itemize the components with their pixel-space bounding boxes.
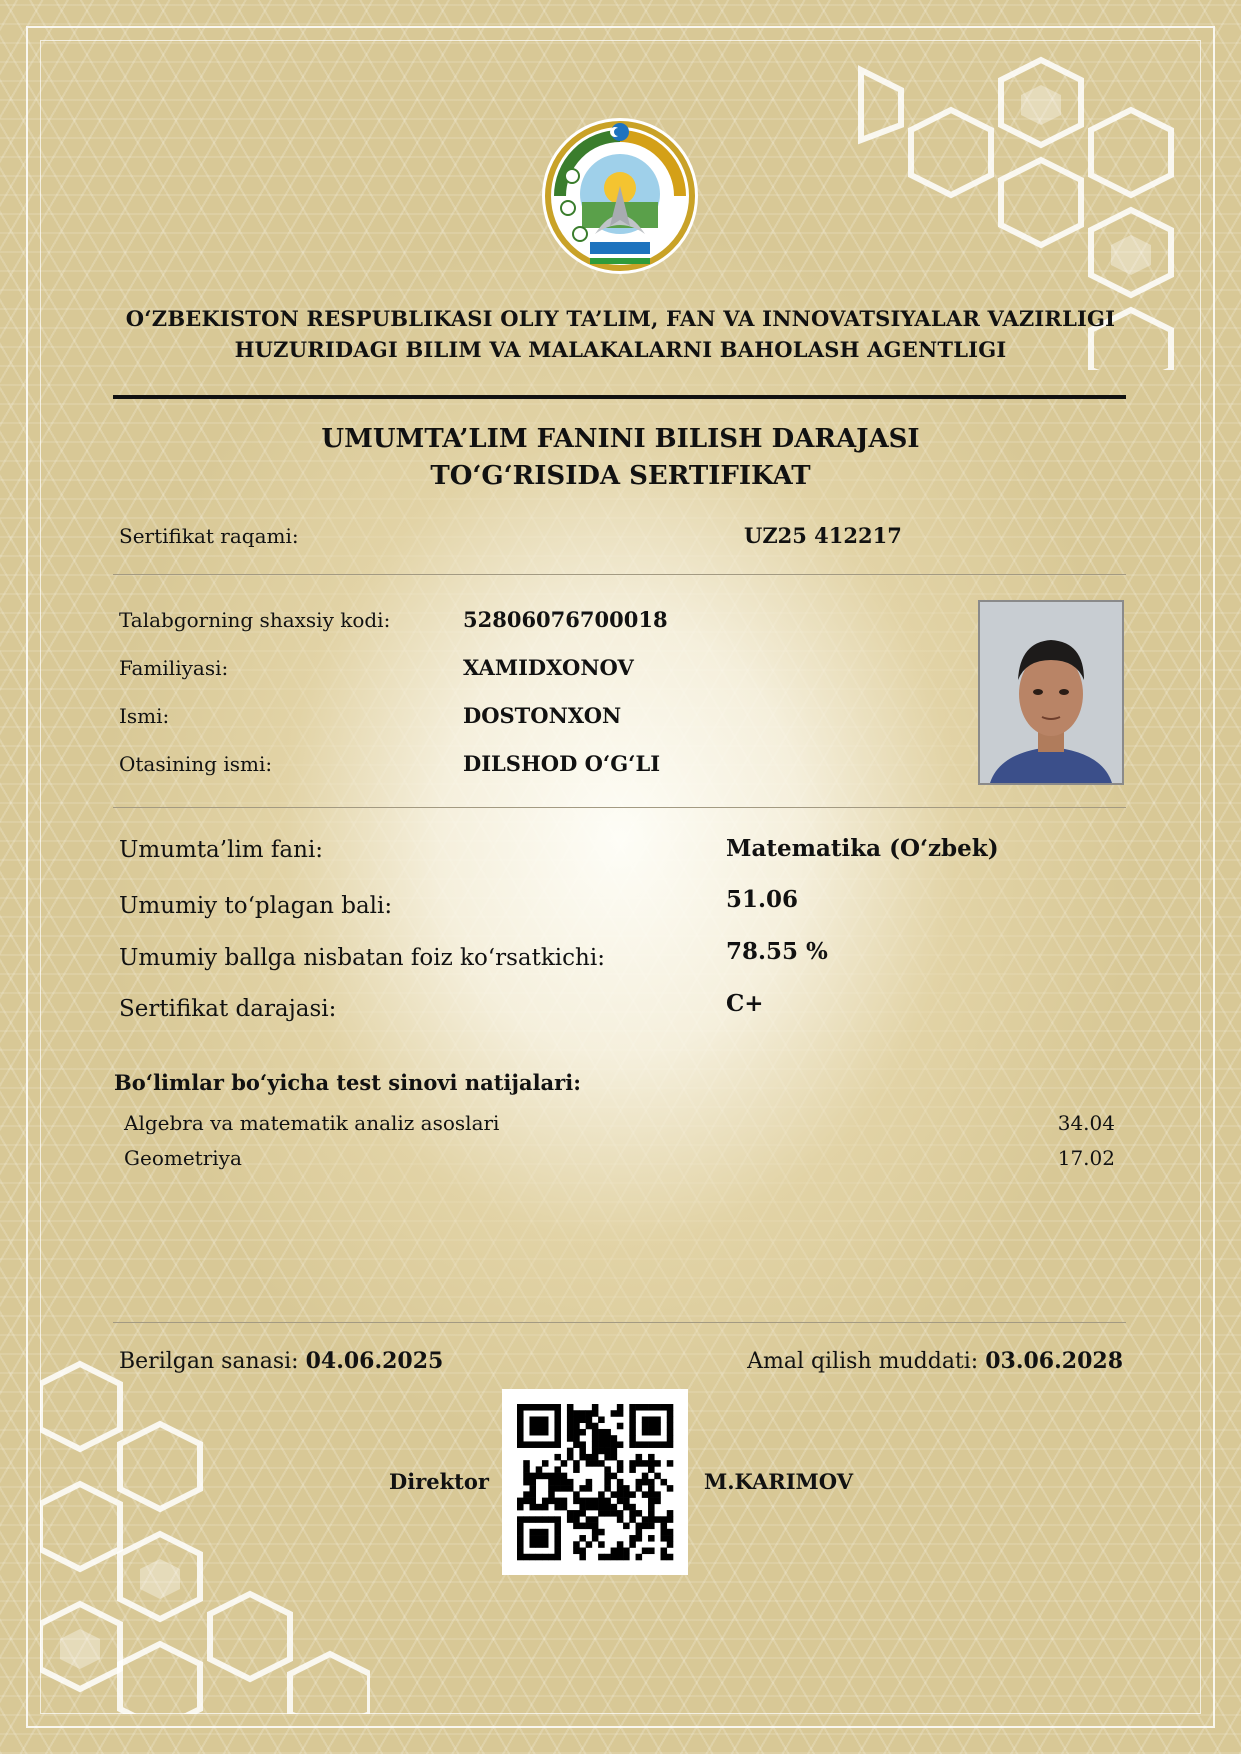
ornament-bottom-left [40, 1344, 370, 1714]
validity-date-label: Amal qilish muddati: [747, 1349, 979, 1374]
patronymic-value: DILSHOD O‘G‘LI [463, 751, 661, 776]
percent-label: Umumiy ballga nisbatan foiz ko‘rsatkichi: [119, 945, 605, 971]
certificate-title-line1: UMUMTA’LIM FANINI BILISH DARAJASI [321, 424, 920, 454]
director-title: Direktor [389, 1469, 489, 1494]
divider [113, 574, 1126, 575]
qr-code[interactable] [502, 1389, 688, 1575]
ministry-name: O‘ZBEKISTON RESPUBLIKASI OLIY TA’LIM, FAN VA INNOVATSIYALAR VAZIRLIGI [125, 306, 1116, 331]
certificate-number-value: UZ25 412217 [744, 523, 902, 548]
first-name-value: DOSTONXON [463, 703, 622, 728]
surname-value: XAMIDXONOV [463, 655, 634, 680]
divider [113, 1322, 1126, 1323]
certificate-title-line2: TO‘G‘RISIDA SERTIFIKAT [430, 461, 811, 491]
certificate-level-label: Sertifikat darajasi: [119, 996, 337, 1022]
portrait-icon [980, 602, 1122, 783]
patronymic-label: Otasining ismi: [119, 752, 273, 776]
issue-date-label: Berilgan sanasi: [119, 1349, 299, 1374]
subject-value: Matematika (O‘zbek) [726, 835, 999, 862]
pin-label: Talabgorning shaxsiy kodi: [119, 608, 391, 632]
total-score-label: Umumiy to‘plagan bali: [119, 893, 393, 919]
section-row-value: 34.04 [1057, 1111, 1115, 1135]
section-row-name: Algebra va matematik analiz asoslari [124, 1111, 500, 1135]
certificate-number-label: Sertifikat raqami: [119, 524, 299, 548]
divider [113, 807, 1126, 808]
director-name: M.KARIMOV [704, 1469, 853, 1494]
section-row-name: Geometriya [124, 1146, 242, 1170]
section-results-heading: Bo‘limlar bo‘yicha test sinovi natijalari: [114, 1070, 581, 1095]
qr-code-icon [502, 1389, 688, 1575]
validity-date [747, 1348, 1123, 1374]
agency-name: HUZURIDAGI BILIM VA MALAKALARNI BAHOLASH AGENTLIGI [234, 337, 1007, 362]
candidate-photo [978, 600, 1124, 785]
pin-value: 52806076700018 [463, 607, 668, 632]
state-emblem-icon [540, 116, 700, 276]
first-name-label: Ismi: [119, 704, 170, 728]
certificate-level-value: C+ [726, 990, 764, 1017]
issue-date [119, 1348, 443, 1374]
total-score-value: 51.06 [726, 886, 799, 913]
percent-value: 78.55 % [726, 938, 828, 965]
section-row-value: 17.02 [1057, 1146, 1115, 1170]
subject-label: Umumta’lim fani: [119, 837, 324, 863]
header-divider [113, 395, 1126, 399]
validity-date-value: 03.06.2028 [985, 1348, 1123, 1374]
surname-label: Familiyasi: [119, 656, 229, 680]
issue-date-value: 04.06.2025 [305, 1348, 444, 1374]
